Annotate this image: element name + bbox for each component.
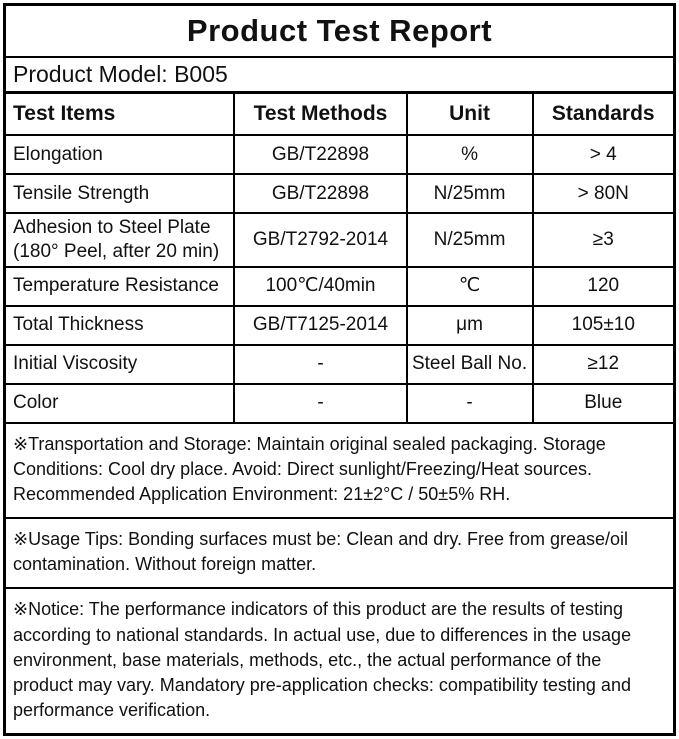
product-model: Product Model: B005: [6, 58, 673, 94]
cell-item: Color: [13, 392, 59, 414]
cell-item: Initial Viscosity: [13, 353, 138, 375]
table-row: [6, 307, 673, 346]
cell-unit: N/25mm: [406, 214, 532, 266]
page-title: Product Test Report: [6, 6, 673, 58]
cell-method: GB/T22898: [233, 175, 405, 212]
note-usage-tips: ※Usage Tips: Bonding surfaces must be: Clean and dry. Free from grease/oil contamination. Without foreign matter.: [6, 519, 673, 589]
cell-unit: -: [406, 385, 532, 422]
col-header-test-methods: Test Methods: [233, 94, 405, 134]
cell-standard: ≥12: [532, 346, 673, 383]
cell-standard: ≥3: [532, 214, 673, 266]
cell-method: -: [233, 385, 405, 422]
cell-item: Tensile Strength: [13, 182, 150, 204]
cell-unit: ℃: [406, 268, 532, 305]
table-row: [6, 214, 673, 268]
table-row: [6, 175, 673, 214]
cell-item: Adhesion to Steel Plate (180° Peel, after 20 min): [13, 217, 220, 262]
cell-method: GB/T22898: [233, 136, 405, 173]
cell-method: GB/T7125-2014: [233, 307, 405, 344]
cell-standard: Blue: [532, 385, 673, 422]
note-transportation-storage: ※Transportation and Storage: Maintain original sealed packaging. Storage Conditions: Cool dry place. Avoid: Direct sunlight/Freezing/Heat sources. Recommended Application Environment: 21±2°C / 50±5% RH.: [6, 424, 673, 520]
cell-unit: μm: [406, 307, 532, 344]
cell-method: 100℃/40min: [233, 268, 405, 305]
cell-item: Temperature Resistance: [13, 275, 219, 297]
table-row: [6, 136, 673, 175]
cell-method: GB/T2792-2014: [233, 214, 405, 266]
note-notice: ※Notice: The performance indicators of this product are the results of testing according to national standards. In actual use, due to differences in the usage environment, base materials, methods, etc., the actual performance of the product may vary. Mandatory pre-application checks: compatibility testing and performance verification.: [13, 599, 632, 721]
table-row: [6, 268, 673, 307]
cell-method: -: [233, 346, 405, 383]
cell-item: Elongation: [13, 143, 103, 165]
cell-unit: %: [406, 136, 532, 173]
col-header-standards: Standards: [532, 94, 673, 134]
table-row: [6, 385, 673, 424]
cell-standard: 120: [532, 268, 673, 305]
product-test-report: [3, 3, 676, 736]
cell-unit: Steel Ball No.: [406, 346, 532, 383]
cell-standard: 105±10: [532, 307, 673, 344]
col-header-test-items: Test Items: [13, 101, 116, 125]
table-row: [6, 346, 673, 385]
cell-standard: > 4: [532, 136, 673, 173]
table-header-row: [6, 94, 673, 136]
cell-item: Total Thickness: [13, 314, 144, 336]
cell-standard: > 80N: [532, 175, 673, 212]
cell-unit: N/25mm: [406, 175, 532, 212]
col-header-unit: Unit: [406, 94, 532, 134]
